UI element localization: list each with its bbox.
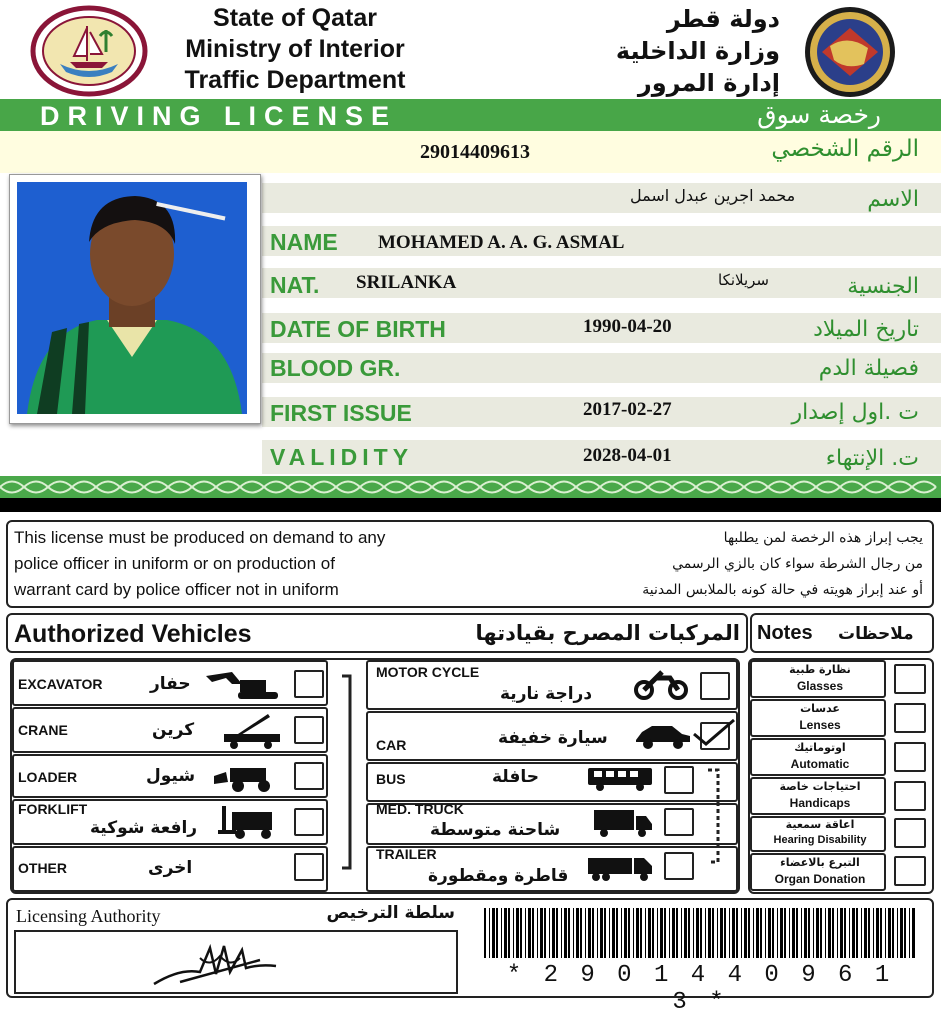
barcode-bar — [876, 908, 879, 958]
notes-title-ar: ملاحظات — [838, 624, 914, 644]
name-value-ar: محمد اجرين عبدل اسمل — [630, 186, 796, 205]
barcode-bar — [825, 908, 826, 958]
barcode-bar — [660, 908, 663, 958]
header-state: State of Qatar — [213, 4, 377, 32]
lenses-checkbox[interactable] — [894, 703, 926, 733]
vehicle-trailer-label-ar: قاطرة ومقطورة — [428, 866, 569, 886]
barcode-bar — [705, 908, 706, 958]
notice-line-3-ar: أو عند إبراز هويته في حالة كونه بالملابس المدنية — [642, 582, 923, 598]
barcode-bar — [880, 908, 882, 958]
barcode-bar — [777, 908, 778, 958]
vehicle-car-label: CAR — [376, 737, 407, 753]
qatar-emblem-icon — [30, 6, 148, 96]
barcode-bar — [789, 908, 790, 958]
nationality-label: NAT. — [270, 272, 320, 298]
vehicle-med-truck-label: MED. TRUCK — [376, 801, 464, 817]
personal-number-value: 29014409613 — [420, 141, 530, 163]
notice-line-3: warrant card by police officer not in uniform — [14, 580, 339, 599]
barcode-bar — [588, 908, 591, 958]
motorcycle-icon — [632, 668, 690, 700]
barcode-bar — [573, 908, 574, 958]
barcode-bar — [664, 908, 666, 958]
barcode-bar — [552, 908, 555, 958]
vehicle-trailer-label: TRAILER — [376, 846, 437, 862]
barcode-bar — [636, 908, 639, 958]
dob-label: DATE OF BIRTH — [270, 316, 446, 342]
barcode-bar — [633, 908, 634, 958]
note-automatic-ar: اوتوماتيك — [794, 741, 846, 754]
license-front — [0, 0, 941, 500]
trailer-checkbox[interactable] — [664, 852, 694, 880]
barcode-bar — [744, 908, 747, 958]
glasses-checkbox[interactable] — [894, 664, 926, 694]
note-glasses-ar: نظارة طبية — [789, 663, 851, 676]
barcode-bar — [513, 908, 514, 958]
validity-value: 2028-04-01 — [583, 445, 672, 466]
barcode-bar — [501, 908, 502, 958]
gcc-emblem-icon — [790, 4, 910, 100]
barcode-bar — [681, 908, 682, 958]
automatic-checkbox[interactable] — [894, 742, 926, 772]
barcode-bar — [888, 908, 891, 958]
barcode-bar — [592, 908, 594, 958]
barcode-bar — [556, 908, 558, 958]
barcode-bar — [753, 908, 754, 958]
hearing-checkbox[interactable] — [894, 818, 926, 848]
barcode-bar — [549, 908, 550, 958]
barcode-bar — [544, 908, 546, 958]
validity-label-ar: ت. الإنتهاء — [825, 446, 919, 471]
barcode-bar — [792, 908, 795, 958]
validity-label: VALIDITY — [270, 444, 414, 470]
nationality-value-ar: سريلانكا — [718, 271, 769, 289]
barcode-bar — [784, 908, 786, 958]
barcode-bar — [532, 908, 534, 958]
barcode-bar — [508, 908, 510, 958]
barcode-bar — [909, 908, 910, 958]
barcode-bar — [801, 908, 802, 958]
blood-group-label-ar: فصيلة الدم — [818, 356, 919, 381]
barcode-bar — [628, 908, 630, 958]
first-issue-label-ar: ت .اول إصدار — [791, 400, 919, 425]
signature-icon — [150, 938, 280, 990]
barcode-bar — [564, 908, 567, 958]
motorcycle-checkbox[interactable] — [700, 672, 730, 700]
barcode-bar — [525, 908, 526, 958]
vehicle-other-label-ar: اخرى — [148, 858, 193, 878]
barcode-bar — [849, 908, 850, 958]
barcode-bar — [796, 908, 798, 958]
barcode-bar — [720, 908, 723, 958]
notes-title: Notes — [757, 622, 813, 644]
holder-photo — [17, 182, 247, 414]
barcode-bar — [528, 908, 531, 958]
forklift-checkbox[interactable] — [294, 808, 324, 836]
dob-label-ar: تاريخ الميلاد — [813, 317, 919, 342]
notice-line-1-ar: يجب إبراز هذه الرخصة لمن يطلبها — [723, 530, 923, 546]
barcode-bar — [693, 908, 694, 958]
barcode-bar — [597, 908, 598, 958]
trailer-icon — [586, 852, 654, 882]
barcode-bar — [516, 908, 519, 958]
name-value: MOHAMED A. A. G. ASMAL — [378, 232, 625, 253]
barcode-bar — [520, 908, 522, 958]
barcode-bar — [861, 908, 862, 958]
barcode-bar — [736, 908, 738, 958]
bus-checkbox[interactable] — [664, 766, 694, 794]
vehicle-loader-label-ar: شيول — [146, 766, 196, 786]
barcode-bar — [708, 908, 711, 958]
barcode-bar — [688, 908, 690, 958]
row-bg — [262, 183, 941, 213]
vehicle-bus-label-ar: حافلة — [492, 767, 540, 787]
barcode-bar — [768, 908, 771, 958]
vehicle-med-truck-label-ar: شاحنة متوسطة — [430, 820, 561, 840]
header-ministry-ar: وزارة الداخلية — [615, 37, 780, 65]
barcode-bar — [492, 908, 495, 958]
barcode-bar — [852, 908, 855, 958]
barcode-bar — [496, 908, 498, 958]
checkmark-icon — [692, 718, 736, 748]
barcode-bar — [820, 908, 822, 958]
crane-truck-icon — [222, 710, 282, 750]
vehicle-forklift-label: FORKLIFT — [18, 801, 88, 817]
barcode-bar — [868, 908, 870, 958]
barcode-bar — [760, 908, 762, 958]
nationality-label-ar: الجنسية — [847, 274, 919, 299]
note-glasses: Glasses — [796, 679, 844, 693]
vehicle-forklift-label-ar: رافعة شوكية — [90, 818, 198, 838]
vehicle-crane-label: CRANE — [18, 722, 68, 738]
barcode-bar — [765, 908, 766, 958]
nationality-value: SRILANKA — [356, 272, 457, 293]
truck-icon — [592, 808, 654, 838]
barcode-bar — [864, 908, 867, 958]
note-handicaps-ar: احتياجات خاصة — [779, 780, 861, 793]
barcode-bar — [484, 908, 486, 958]
bus-icon — [586, 766, 654, 792]
vehicle-bus-label: BUS — [376, 771, 406, 787]
barcode-bar — [612, 908, 615, 958]
barcode-bar — [576, 908, 579, 958]
header-department: Traffic Department — [184, 66, 406, 94]
med-truck-checkbox[interactable] — [664, 808, 694, 836]
barcode-bar — [684, 908, 687, 958]
vehicle-car-label-ar: سيارة خفيفة — [498, 728, 608, 748]
forklift-icon — [218, 804, 280, 840]
card-divider — [0, 498, 941, 512]
loader-icon — [212, 760, 282, 792]
note-automatic: Automatic — [790, 757, 850, 771]
loader-checkbox[interactable] — [294, 762, 324, 790]
note-lenses: Lenses — [799, 718, 841, 732]
excavator-icon — [202, 668, 280, 700]
crane-checkbox[interactable] — [294, 716, 324, 744]
barcode-bar — [600, 908, 603, 958]
note-hearing-ar: اعاقة سمعية — [785, 818, 855, 831]
barcode-bar — [489, 908, 490, 958]
barcode-bar — [729, 908, 730, 958]
vehicle-loader-label: LOADER — [18, 769, 78, 785]
barcode-bar — [772, 908, 774, 958]
barcode-bar — [741, 908, 742, 958]
barcode-bar — [712, 908, 714, 958]
vehicle-motorcycle-label-ar: دراجة نارية — [500, 684, 593, 704]
barcode-bar — [696, 908, 699, 958]
barcode-bar — [844, 908, 846, 958]
barcode-bar — [748, 908, 750, 958]
note-organ: Organ Donation — [774, 872, 866, 886]
barcode-bar — [900, 908, 903, 958]
barcode-bar — [657, 908, 658, 958]
vehicle-other-label: OTHER — [18, 860, 67, 876]
heavy-bracket — [704, 766, 728, 866]
barcode-bar — [724, 908, 726, 958]
barcode-bar — [669, 908, 670, 958]
barcode-bar — [645, 908, 646, 958]
decorative-pattern — [0, 476, 941, 498]
barcode-bar — [828, 908, 831, 958]
name-label: NAME — [270, 229, 338, 255]
barcode-bar — [832, 908, 834, 958]
barcode-bar — [717, 908, 718, 958]
handicaps-checkbox[interactable] — [894, 781, 926, 811]
header-state-ar: دولة قطر — [666, 5, 780, 33]
name-label-ar: الاسم — [867, 187, 919, 212]
column-bracket — [336, 672, 360, 872]
first-issue-value: 2017-02-27 — [583, 399, 672, 420]
first-issue-label: FIRST ISSUE — [270, 400, 412, 426]
car-icon — [632, 722, 692, 750]
barcode-bar — [885, 908, 886, 958]
barcode-bar — [537, 908, 538, 958]
notice-line-1: This license must be produced on demand to any — [14, 528, 386, 547]
note-handicaps: Handicaps — [789, 796, 851, 810]
barcode — [484, 908, 916, 958]
barcode-bar — [816, 908, 819, 958]
vehicle-excavator-label-ar: حفار — [150, 674, 191, 694]
barcode-bar — [585, 908, 586, 958]
barcode-bar — [897, 908, 898, 958]
barcode-bar — [616, 908, 618, 958]
barcode-bar — [604, 908, 606, 958]
barcode-bar — [732, 908, 735, 958]
barcode-bar — [840, 908, 843, 958]
barcode-bar — [873, 908, 874, 958]
barcode-bar — [892, 908, 894, 958]
title-driving-license: DRIVING LICENSE — [40, 101, 398, 131]
barcode-bar — [504, 908, 507, 958]
header-ministry: Ministry of Interior — [185, 35, 405, 63]
barcode-bar — [780, 908, 783, 958]
note-organ-ar: التبرع بالاعضاء — [780, 856, 860, 869]
title-driving-license-ar: رخصة سوق — [757, 100, 881, 129]
barcode-number: * 2 9 0 1 4 4 0 9 6 1 3 * — [506, 962, 894, 1016]
vehicle-excavator-label: EXCAVATOR — [18, 676, 103, 692]
notice-line-2: police officer in uniform or on production of — [14, 554, 335, 573]
barcode-bar — [837, 908, 838, 958]
barcode-bar — [621, 908, 622, 958]
organ-checkbox[interactable] — [894, 856, 926, 886]
vehicle-motorcycle-label: MOTOR CYCLE — [376, 664, 480, 680]
barcode-bar — [568, 908, 570, 958]
barcode-bar — [672, 908, 675, 958]
note-hearing: Hearing Disability — [773, 834, 867, 846]
barcode-bar — [580, 908, 582, 958]
blood-group-label: BLOOD GR. — [270, 355, 401, 381]
barcode-bar — [700, 908, 702, 958]
barcode-bar — [756, 908, 759, 958]
vehicle-crane-label-ar: كرين — [152, 720, 195, 740]
note-lenses-ar: عدسات — [800, 702, 840, 715]
barcode-bar — [912, 908, 915, 958]
barcode-bar — [904, 908, 906, 958]
barcode-bar — [624, 908, 627, 958]
barcode-bar — [808, 908, 810, 958]
barcode-bar — [640, 908, 642, 958]
barcode-bar — [609, 908, 610, 958]
barcode-bar — [676, 908, 678, 958]
barcode-bar — [813, 908, 814, 958]
personal-number-label-ar: الرقم الشخصي — [771, 136, 919, 162]
barcode-bar — [648, 908, 651, 958]
barcode-bar — [652, 908, 654, 958]
notice-line-2-ar: من رجال الشرطة سواء كان بالزي الرسمي — [672, 556, 923, 572]
authorized-vehicles-title-ar: المركبات المصرح بقيادتها — [475, 621, 740, 645]
excavator-checkbox[interactable] — [294, 670, 324, 698]
barcode-bar — [561, 908, 562, 958]
other-checkbox[interactable] — [294, 853, 324, 881]
dob-value: 1990-04-20 — [583, 316, 672, 337]
barcode-bar — [856, 908, 858, 958]
barcode-bar — [804, 908, 807, 958]
licensing-authority-label-ar: سلطة الترخيص — [326, 903, 455, 923]
licensing-authority-label: Licensing Authority — [16, 906, 161, 926]
authorized-vehicles-title: Authorized Vehicles — [14, 620, 252, 648]
barcode-bar — [540, 908, 543, 958]
header-department-ar: إدارة المرور — [637, 69, 780, 97]
